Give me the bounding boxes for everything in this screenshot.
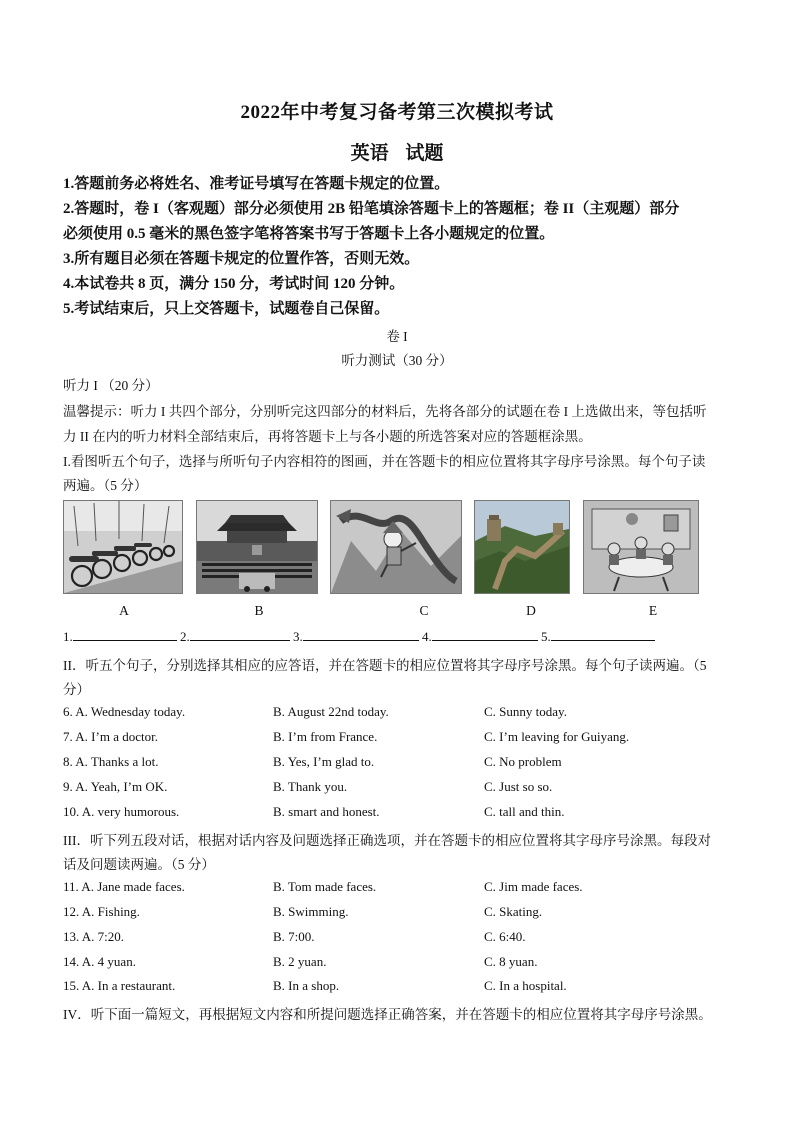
part1-instruction-line2: 两遍。（5 分） <box>63 478 148 493</box>
answer-blank-2[interactable] <box>190 628 290 641</box>
boy-on-dragon-drawing-icon <box>330 500 462 594</box>
blank-label-3: 3. <box>293 629 303 644</box>
section-heading: 听力测试（30 分） <box>341 353 453 368</box>
listening-part-heading: 听力 I （20 分） <box>63 378 159 393</box>
note-2-cont: 必须使用 0.5 毫米的黑色签字笔将答案书写于答题卡上各小题规定的位置。 <box>63 226 555 242</box>
part1-instruction-line1: I.看图听五个句子，选择与所听句子内容相符的图画，并在答题卡的相应位置将其字母序号涂黑。每个句子读 <box>63 454 706 469</box>
answer-blank-5[interactable] <box>551 628 655 641</box>
q14-option-a: 14. A. 4 yuan. <box>63 954 136 969</box>
answer-blank-4[interactable] <box>432 628 538 641</box>
volume-label: 卷 I <box>386 329 408 344</box>
blank-label-1: 1. <box>63 629 73 644</box>
part3-instruction-line2: 话及问题读两遍。（5 分） <box>63 857 215 872</box>
q8-option-b: B. Yes, I’m glad to. <box>273 754 375 769</box>
exam-subject <box>0 138 794 165</box>
note-1: 1.答题前务必将姓名、准考证号填写在答题卡规定的位置。 <box>63 176 450 192</box>
q7-option-c: C. I’m leaving for Guiyang. <box>484 729 630 744</box>
q13-option-b: B. 7:00. <box>273 929 315 944</box>
blank-label-4: 4. <box>422 629 432 644</box>
tip-text-line2: 力 II 在内的听力材料全部结束后，再将答题卡上与各小题的所选答案对应的答题框涂黑。 <box>63 429 592 444</box>
blank-label-5: 5. <box>541 629 551 644</box>
q11-option-a: 11. A. Jane made faces. <box>63 879 185 894</box>
q6-option-a: 6. A. Wednesday today. <box>63 704 186 719</box>
q10-option-a: 10. A. very humorous. <box>63 804 180 819</box>
q11-option-b: B. Tom made faces. <box>273 879 377 894</box>
note-4: 4.本试卷共 8 页，满分 150 分，考试时间 120 分钟。 <box>63 276 405 292</box>
picture-label-d: D <box>526 603 536 618</box>
q12-option-b: B. Swimming. <box>273 904 349 919</box>
q10-option-b: B. smart and honest. <box>273 804 380 819</box>
part2-instruction-line2: 分） <box>63 682 90 697</box>
note-5: 5.考试结束后，只上交答题卡，试题卷自己保留。 <box>63 301 390 317</box>
subject-name: 英语 <box>350 143 389 164</box>
blank-label-2: 2. <box>180 629 190 644</box>
q10-option-c: C. tall and thin. <box>484 804 565 819</box>
picture-label-b: B <box>254 603 264 618</box>
part3-instruction-line1: III．听下列五段对话，根据对话内容及问题选择正确选项，并在答题卡的相应位置将其字母序号涂黑。每段对 <box>63 833 711 848</box>
q12-option-a: 12. A. Fishing. <box>63 904 140 919</box>
q13-option-a: 13. A. 7:20. <box>63 929 125 944</box>
q9-option-b: B. Thank you. <box>273 779 348 794</box>
q15-option-a: 15. A. In a restaurant. <box>63 978 176 993</box>
tiananmen-photo-icon <box>196 500 318 594</box>
part2-instruction-line1: II．听五个句子，分别选择其相应的应答语，并在答题卡的相应位置将其字母序号涂黑。每个句子读两遍。（5 <box>63 658 707 673</box>
q8-option-c: C. No problem <box>484 754 562 769</box>
q15-option-b: B. In a shop. <box>273 978 340 993</box>
tip-text-line1: 温馨提示：听力 I 共四个部分，分别听完这四部分的材料后，先将各部分的试题在卷 I 上选做出来，等包括听 <box>63 404 707 419</box>
answer-blanks-row <box>63 628 655 645</box>
subject-paper-label: 试题 <box>405 143 444 164</box>
q6-option-b: B. August 22nd today. <box>273 704 389 719</box>
note-2: 2.答题时，卷 I（客观题）部分必须使用 2B 铅笔填涂答题卡上的答题框；卷 II（主观题）部分 <box>63 201 680 217</box>
note-3: 3.所有题目必须在答题卡规定的位置作答，否则无效。 <box>63 251 420 267</box>
q7-option-a: 7. A. I’m a doctor. <box>63 729 158 744</box>
picture-label-e: E <box>648 603 658 618</box>
q6-option-c: C. Sunny today. <box>484 704 567 719</box>
answer-blank-1[interactable] <box>73 628 177 641</box>
bicycles-photo-icon <box>63 500 183 594</box>
q14-option-b: B. 2 yuan. <box>273 954 327 969</box>
great-wall-photo-icon <box>474 500 570 594</box>
picture-label-a: A <box>119 603 129 618</box>
q7-option-b: B. I’m from France. <box>273 729 378 744</box>
q15-option-c: C. In a hospital. <box>484 978 567 993</box>
q9-option-c: C. Just so so. <box>484 779 553 794</box>
q11-option-c: C. Jim made faces. <box>484 879 583 894</box>
answer-blank-3[interactable] <box>303 628 419 641</box>
exam-title: 2022年中考复习备考第三次模拟考试 <box>240 102 554 123</box>
q8-option-a: 8. A. Thanks a lot. <box>63 754 159 769</box>
q12-option-c: C. Skating. <box>484 904 543 919</box>
family-dinner-drawing-icon <box>583 500 699 594</box>
q14-option-c: C. 8 yuan. <box>484 954 538 969</box>
part4-instruction-line1: IV．听下面一篇短文，再根据短文内容和所提问题选择正确答案，并在答题卡的相应位置将其字母序号涂黑。 <box>63 1007 712 1022</box>
picture-label-c: C <box>419 603 429 618</box>
q9-option-a: 9. A. Yeah, I’m OK. <box>63 779 168 794</box>
q13-option-c: C. 6:40. <box>484 929 526 944</box>
